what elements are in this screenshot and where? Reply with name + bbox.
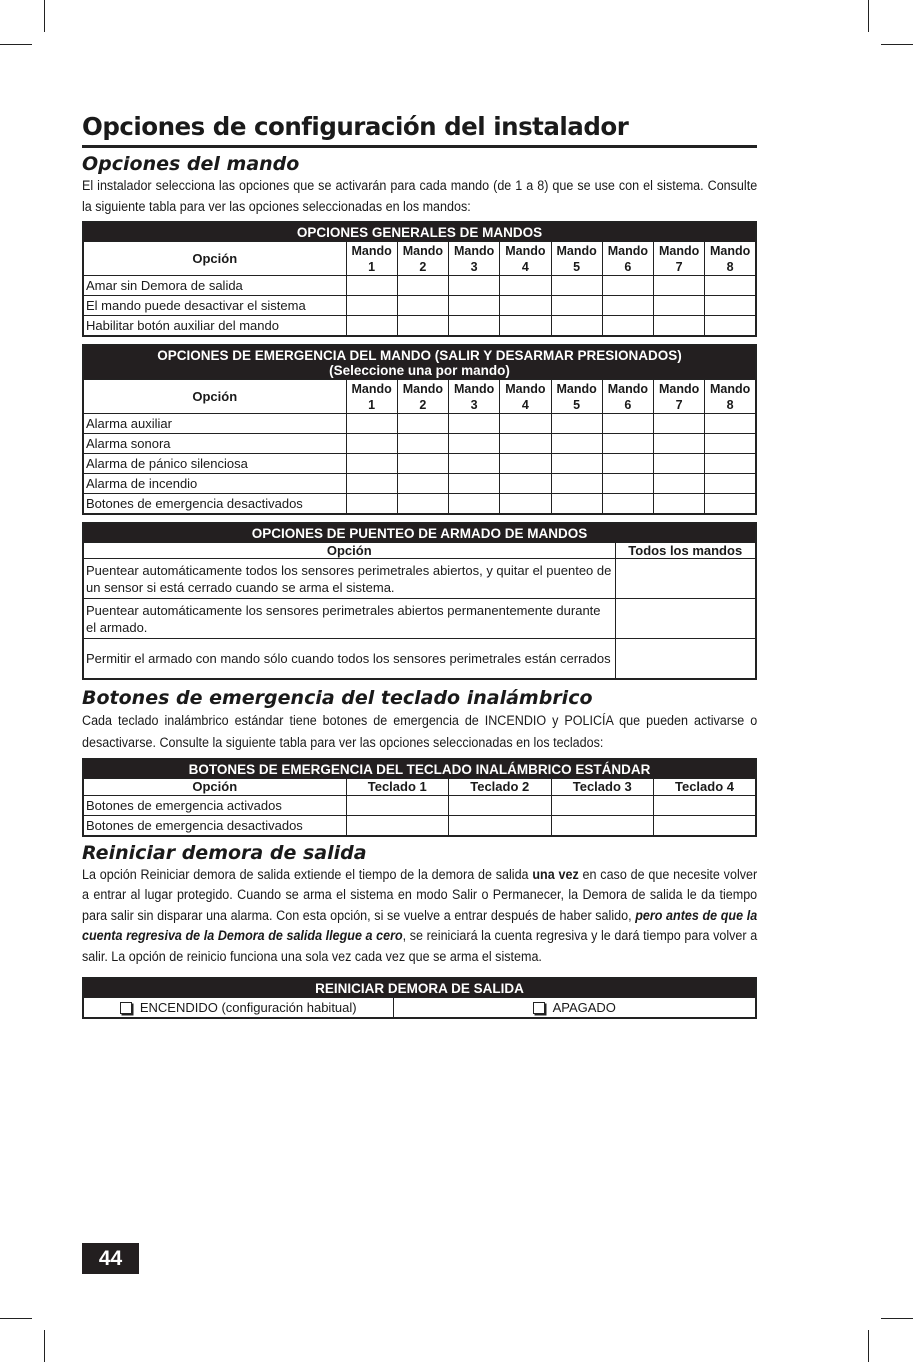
mando-cell[interactable] xyxy=(500,494,551,515)
option-off-cell[interactable] xyxy=(393,998,756,1018)
all-mandos-cell[interactable] xyxy=(615,599,756,639)
mando-cell[interactable] xyxy=(449,434,500,454)
mando-cell[interactable] xyxy=(346,414,397,434)
mando-cell[interactable] xyxy=(654,494,705,515)
crop-mark xyxy=(0,44,32,45)
option-label: Botones de emergencia desactivados xyxy=(83,494,346,515)
keypad-cell[interactable] xyxy=(551,815,654,836)
mando-column-header: Mando 4 xyxy=(500,380,551,414)
restart-table-header: REINICIAR DEMORA DE SALIDA xyxy=(83,978,756,998)
mando-cell[interactable] xyxy=(654,316,705,337)
all-mandos-column-header: Todos los mandos xyxy=(615,543,756,559)
restart-emphasis: una vez xyxy=(532,866,579,882)
emergency-options-table xyxy=(82,344,757,515)
option-label: Puentear automáticamente los sensores perimetrales abiertos permanentemente durante el armado. xyxy=(83,599,615,639)
mando-cell[interactable] xyxy=(551,296,602,316)
mando-cell[interactable] xyxy=(705,474,756,494)
mando-cell[interactable] xyxy=(654,296,705,316)
keypad-table-header: BOTONES DE EMERGENCIA DEL TECLADO INALÁMBRICO ESTÁNDAR xyxy=(83,759,756,779)
mando-column-header: Mando 6 xyxy=(602,380,653,414)
keypad-cell[interactable] xyxy=(449,815,552,836)
mando-column-header: Mando 3 xyxy=(449,242,500,276)
option-label: Alarma de incendio xyxy=(83,474,346,494)
keypad-column-header: Teclado 4 xyxy=(654,778,757,795)
mando-cell[interactable] xyxy=(551,276,602,296)
mando-cell[interactable] xyxy=(602,474,653,494)
mando-cell[interactable] xyxy=(654,276,705,296)
mando-cell[interactable] xyxy=(397,414,448,434)
title-rule xyxy=(82,145,757,148)
crop-mark xyxy=(44,1330,45,1362)
keypad-cell[interactable] xyxy=(346,815,449,836)
mando-column-header: Mando 2 xyxy=(397,242,448,276)
option-label: Permitir el armado con mando sólo cuando todos los sensores perimetrales están cerrados xyxy=(83,639,615,679)
mando-cell[interactable] xyxy=(602,454,653,474)
crop-mark xyxy=(44,0,45,32)
table-row xyxy=(83,316,756,337)
keypad-cell[interactable] xyxy=(654,795,757,815)
mando-column-header: Mando 7 xyxy=(654,242,705,276)
keypad-column-header: Teclado 2 xyxy=(449,778,552,795)
general-options-table xyxy=(82,221,757,337)
restart-text: en caso de que necesite volver a entrar al lugar protegido. Cuando se arma el sistema en modo Salir o Permanecer, la Demora de salida le da tiempo para salir sin disparar una alarma. Con esta opción, si se vuelve a entrar después de haber salido, xyxy=(82,866,758,923)
emergency-header-title: OPCIONES DE EMERGENCIA DEL MANDO (SALIR Y DESARMAR PRESIONADOS) xyxy=(157,348,682,363)
page-title: Opciones de configuración del instalador xyxy=(82,112,629,141)
mando-cell[interactable] xyxy=(602,494,653,515)
bypass-table-header: OPCIONES DE PUENTEO DE ARMADO DE MANDOS xyxy=(83,523,756,543)
keypad-cell[interactable] xyxy=(449,795,552,815)
mando-cell[interactable] xyxy=(500,276,551,296)
mando-cell[interactable] xyxy=(500,316,551,337)
option-label: Amar sin Demora de salida xyxy=(83,276,346,296)
mando-column-header: Mando 1 xyxy=(346,242,397,276)
table-row xyxy=(83,434,756,454)
mando-cell[interactable] xyxy=(551,494,602,515)
mando-cell[interactable] xyxy=(500,414,551,434)
mando-column-header: Mando 5 xyxy=(551,380,602,414)
table-row xyxy=(83,559,756,599)
mando-cell[interactable] xyxy=(705,276,756,296)
section-heading-mando: Opciones del mando xyxy=(82,153,300,175)
option-label: Alarma auxiliar xyxy=(83,414,346,434)
table-row xyxy=(83,639,756,679)
restart-delay-table xyxy=(82,977,757,1019)
mando-column-header: Mando 5 xyxy=(551,242,602,276)
mando-cell[interactable] xyxy=(397,316,448,337)
section-heading-restart: Reiniciar demora de salida xyxy=(82,841,367,864)
keypad-column-header: Teclado 3 xyxy=(551,778,654,795)
mando-cell[interactable] xyxy=(654,414,705,434)
table-row xyxy=(83,599,756,639)
option-label: El mando puede desactivar el sistema xyxy=(83,296,346,316)
mando-cell[interactable] xyxy=(346,474,397,494)
all-mandos-cell[interactable] xyxy=(615,559,756,599)
table-row xyxy=(83,454,756,474)
option-label: Habilitar botón auxiliar del mando xyxy=(83,316,346,337)
mando-cell[interactable] xyxy=(500,474,551,494)
mando-cell[interactable] xyxy=(705,434,756,454)
option-on-label: ENCENDIDO (configuración habitual) xyxy=(139,999,357,1015)
mando-cell[interactable] xyxy=(449,474,500,494)
mando-cell[interactable] xyxy=(449,276,500,296)
mando-column-header: Mando 4 xyxy=(500,242,551,276)
mando-cell[interactable] xyxy=(397,296,448,316)
mando-cell[interactable] xyxy=(551,316,602,337)
crop-mark xyxy=(881,1318,913,1319)
table-row xyxy=(83,296,756,316)
mando-cell[interactable] xyxy=(346,276,397,296)
option-column-header: Opción xyxy=(83,380,346,414)
mando-cell[interactable] xyxy=(654,434,705,454)
keypad-buttons-table xyxy=(82,758,757,837)
mando-column-header: Mando 8 xyxy=(705,242,756,276)
table-row xyxy=(83,414,756,434)
crop-mark xyxy=(868,0,869,32)
mando-cell[interactable] xyxy=(705,296,756,316)
option-label: Alarma de pánico silenciosa xyxy=(83,454,346,474)
restart-description xyxy=(82,865,757,968)
option-label: Puentear automáticamente todos los sensores perimetrales abiertos, y quitar el puenteo de un sensor si está cerrado cuando se arma el sistema. xyxy=(83,559,615,599)
option-label: Alarma sonora xyxy=(83,434,346,454)
option-off-label: APAGADO xyxy=(552,999,616,1015)
mando-cell[interactable] xyxy=(602,414,653,434)
general-table-header: OPCIONES GENERALES DE MANDOS xyxy=(83,222,756,242)
checkbox-icon[interactable] xyxy=(120,1002,132,1014)
mando-cell[interactable] xyxy=(551,434,602,454)
option-on-cell[interactable] xyxy=(83,998,393,1018)
mando-cell[interactable] xyxy=(705,316,756,337)
keypad-cell[interactable] xyxy=(654,815,757,836)
mando-cell[interactable] xyxy=(449,414,500,434)
mando-column-header: Mando 8 xyxy=(705,380,756,414)
mando-cell[interactable] xyxy=(654,474,705,494)
mando-cell[interactable] xyxy=(397,276,448,296)
mando-cell[interactable] xyxy=(346,434,397,454)
mando-cell[interactable] xyxy=(449,454,500,474)
option-column-header: Opción xyxy=(83,543,615,559)
mando-cell[interactable] xyxy=(551,474,602,494)
mando-cell[interactable] xyxy=(705,414,756,434)
mando-cell[interactable] xyxy=(346,454,397,474)
emergency-header-subtitle: (Seleccione una por mando) xyxy=(329,363,510,378)
mando-column-header: Mando 3 xyxy=(449,380,500,414)
table-row xyxy=(83,474,756,494)
mando-cell[interactable] xyxy=(449,316,500,337)
mando-cell[interactable] xyxy=(397,454,448,474)
mando-cell[interactable] xyxy=(500,434,551,454)
page-content xyxy=(82,110,757,1019)
mando-cell[interactable] xyxy=(602,296,653,316)
mando-intro: El instalador selecciona las opciones que se activarán para cada mando (de 1 a 8) que se use con el sistema. Consulte la siguiente tabla para ver las opciones seleccionadas en los mandos: xyxy=(82,178,758,214)
all-mandos-cell[interactable] xyxy=(615,639,756,679)
option-label: Botones de emergencia activados xyxy=(83,795,346,815)
option-column-header: Opción xyxy=(83,778,346,795)
restart-emphasis-italic: pero antes de que la cuenta regresiva de la Demora de salida llegue a cero xyxy=(82,907,758,943)
emergency-table-header xyxy=(83,345,756,380)
crop-mark xyxy=(0,1318,32,1319)
option-column-header: Opción xyxy=(83,242,346,276)
keypad-column-header: Teclado 1 xyxy=(346,778,449,795)
mando-cell[interactable] xyxy=(346,296,397,316)
mando-cell[interactable] xyxy=(500,296,551,316)
option-label: Botones de emergencia desactivados xyxy=(83,815,346,836)
checkbox-icon[interactable] xyxy=(533,1002,545,1014)
mando-cell[interactable] xyxy=(397,494,448,515)
keypad-cell[interactable] xyxy=(346,795,449,815)
table-row xyxy=(83,795,756,815)
mando-cell[interactable] xyxy=(705,454,756,474)
section-heading-keypad: Botones de emergencia del teclado inalámbrico xyxy=(82,686,593,709)
mando-column-header: Mando 1 xyxy=(346,380,397,414)
mando-cell[interactable] xyxy=(449,296,500,316)
mando-cell[interactable] xyxy=(397,474,448,494)
page-number: 44 xyxy=(82,1243,139,1274)
mando-column-header: Mando 7 xyxy=(654,380,705,414)
keypad-intro: Cada teclado inalámbrico estándar tiene botones de emergencia de INCENDIO y POLICÍA que pueden activarse o desactivarse. Consulte la siguiente tabla para ver las opciones seleccionadas en los teclados: xyxy=(82,712,758,750)
mando-cell[interactable] xyxy=(397,434,448,454)
crop-mark xyxy=(868,1330,869,1362)
bypass-options-table xyxy=(82,522,757,680)
mando-cell[interactable] xyxy=(602,316,653,337)
mando-cell[interactable] xyxy=(346,316,397,337)
table-row xyxy=(83,815,756,836)
restart-text: , se reiniciará la cuenta regresiva y le dará tiempo para volver a salir. La opción de reinicio funciona una sola vez cada vez que se arma el sistema. xyxy=(82,928,758,964)
mando-cell[interactable] xyxy=(705,494,756,515)
mando-cell[interactable] xyxy=(654,454,705,474)
mando-column-header: Mando 2 xyxy=(397,380,448,414)
mando-cell[interactable] xyxy=(602,434,653,454)
mando-cell[interactable] xyxy=(346,494,397,515)
mando-cell[interactable] xyxy=(449,494,500,515)
crop-mark xyxy=(881,44,913,45)
keypad-cell[interactable] xyxy=(551,795,654,815)
mando-cell[interactable] xyxy=(500,454,551,474)
table-row xyxy=(83,494,756,515)
mando-cell[interactable] xyxy=(602,276,653,296)
table-row xyxy=(83,276,756,296)
mando-cell[interactable] xyxy=(551,454,602,474)
restart-text: La opción Reiniciar demora de salida extiende el tiempo de la demora de salida xyxy=(82,866,533,882)
mando-column-header: Mando 6 xyxy=(602,242,653,276)
mando-cell[interactable] xyxy=(551,414,602,434)
